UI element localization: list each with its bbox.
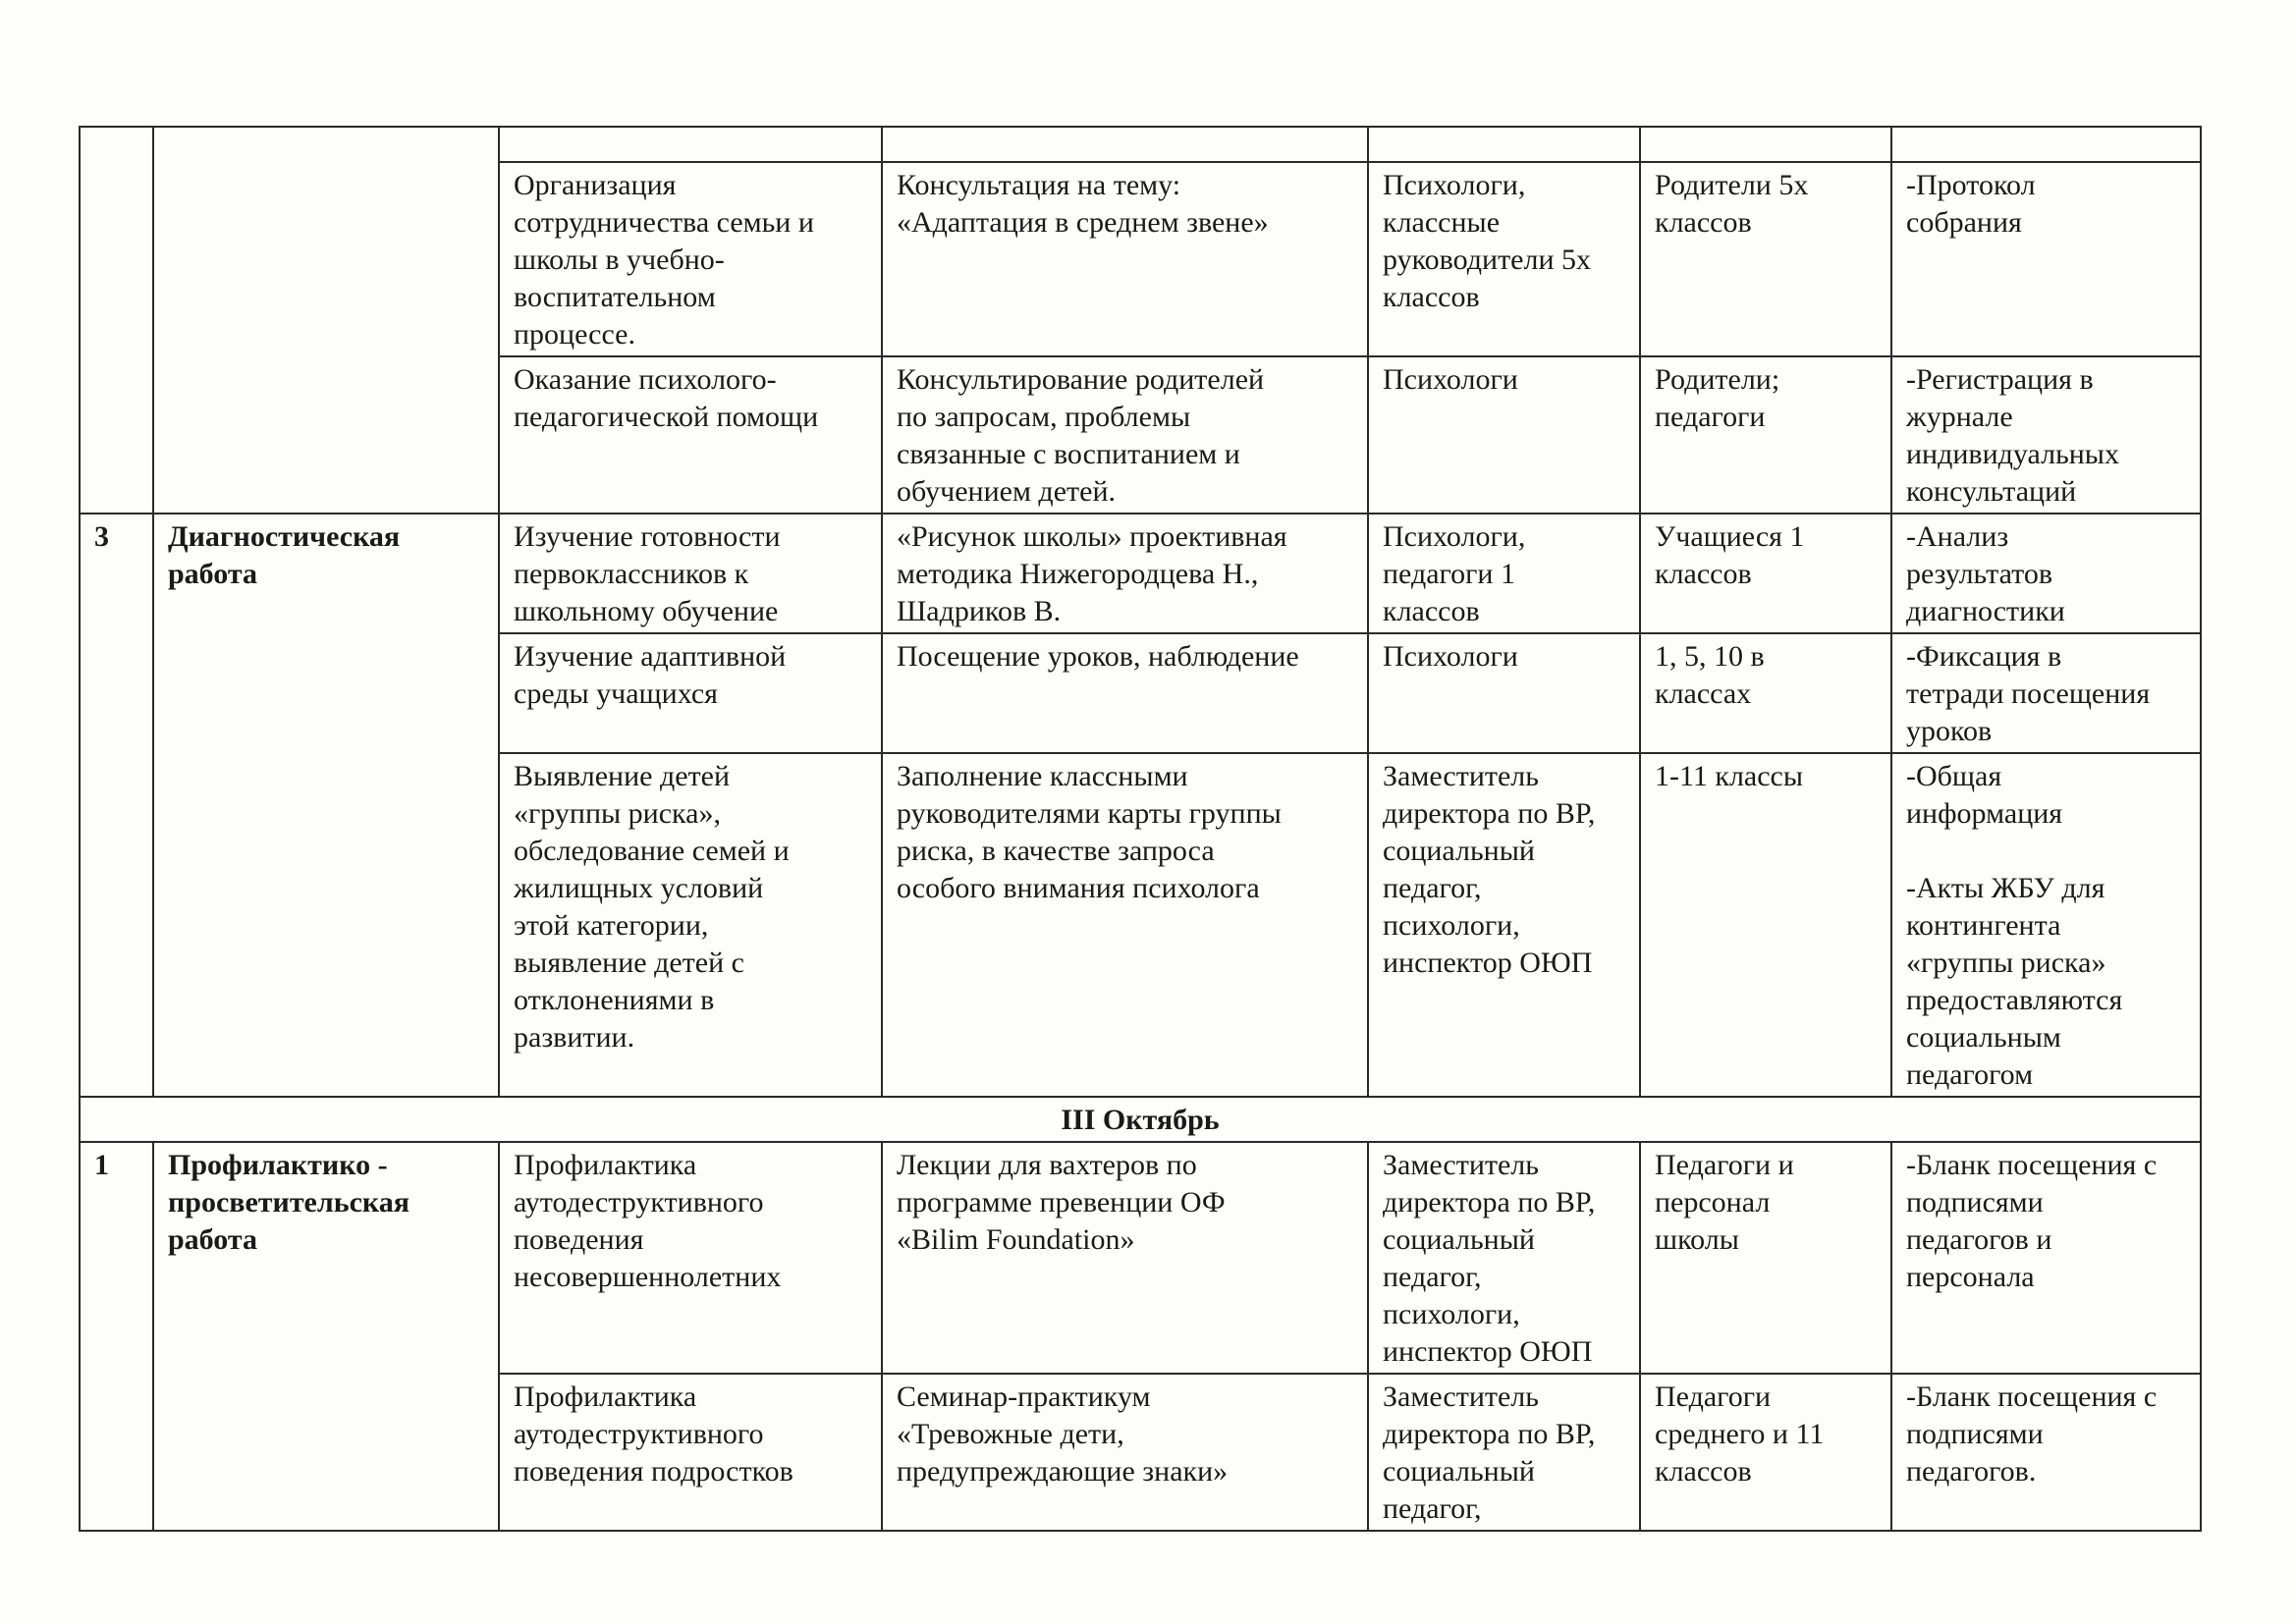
- section-direction: Диагностическая работа: [153, 514, 499, 1097]
- cell-responsible: Заместитель директора по ВР, социальный педагог,: [1368, 1374, 1640, 1531]
- cell-form: Посещение уроков, наблюдение: [882, 633, 1368, 753]
- work-plan-table: [79, 126, 2202, 1532]
- section-direction: Профилактико - просветительская работа: [153, 1142, 499, 1531]
- cell-task: Оказание психолого- педагогической помощи: [499, 356, 882, 514]
- cell-empty: [1891, 127, 2201, 162]
- cell-form: Лекции для вахтеров по программе превенции ОФ «Bilim Foundation»: [882, 1142, 1368, 1374]
- table-row: [80, 1142, 2201, 1374]
- section-number: 3: [80, 514, 153, 1097]
- cell-target: Родители 5х классов: [1640, 162, 1891, 356]
- cell-form: Консультация на тему: «Адаптация в среднем звене»: [882, 162, 1368, 356]
- table-row: [80, 127, 2201, 162]
- cell-form: «Рисунок школы» проективная методика Нижегородцева Н., Шадриков В.: [882, 514, 1368, 633]
- cell-result: -Бланк посещения с подписями педагогов и персонала: [1891, 1142, 2201, 1374]
- cell-result: -Регистрация в журнале индивидуальных консультаций: [1891, 356, 2201, 514]
- cell-responsible: Психологи: [1368, 356, 1640, 514]
- cell-target: Педагоги среднего и 11 классов: [1640, 1374, 1891, 1531]
- cell-empty: [1640, 127, 1891, 162]
- cell-target: Педагоги и персонал школы: [1640, 1142, 1891, 1374]
- cell-task: Выявление детей «группы риска», обследование семей и жилищных условий этой категории, выявление детей с отклонениями в развитии.: [499, 753, 882, 1097]
- cell-result: -Протокол собрания: [1891, 162, 2201, 356]
- cell-responsible: Заместитель директора по ВР, социальный педагог, психологи, инспектор ОЮП: [1368, 753, 1640, 1097]
- cell-responsible: Психологи, педагоги 1 классов: [1368, 514, 1640, 633]
- cell-form: Заполнение классными руководителями карты группы риска, в качестве запроса особого внимания психолога: [882, 753, 1368, 1097]
- cell-result: -Бланк посещения с подписями педагогов.: [1891, 1374, 2201, 1531]
- cell-task: Профилактика аутодеструктивного поведения несовершеннолетних: [499, 1142, 882, 1374]
- cell-responsible: Психологи, классные руководители 5х классов: [1368, 162, 1640, 356]
- cell-empty: [499, 127, 882, 162]
- table-row: [80, 1097, 2201, 1142]
- cell-task: Организация сотрудничества семьи и школы в учебно- воспитательном процессе.: [499, 162, 882, 356]
- cell-num-empty: [80, 127, 153, 514]
- month-heading: III Октябрь: [80, 1097, 2201, 1142]
- cell-target: Учащиеся 1 классов: [1640, 514, 1891, 633]
- cell-task: Изучение готовности первоклассников к школьному обучение: [499, 514, 882, 633]
- cell-responsible: Психологи: [1368, 633, 1640, 753]
- cell-task: Профилактика аутодеструктивного поведения подростков: [499, 1374, 882, 1531]
- cell-form: Семинар-практикум «Тревожные дети, предупреждающие знаки»: [882, 1374, 1368, 1531]
- table-row: [80, 514, 2201, 633]
- cell-direction-empty: [153, 127, 499, 514]
- cell-responsible: Заместитель директора по ВР, социальный педагог, психологи, инспектор ОЮП: [1368, 1142, 1640, 1374]
- cell-task: Изучение адаптивной среды учащихся: [499, 633, 882, 753]
- cell-form: Консультирование родителей по запросам, проблемы связанные с воспитанием и обучением детей.: [882, 356, 1368, 514]
- cell-empty: [1368, 127, 1640, 162]
- section-number: 1: [80, 1142, 153, 1531]
- cell-result: -Анализ результатов диагностики: [1891, 514, 2201, 633]
- cell-target: 1-11 классы: [1640, 753, 1891, 1097]
- cell-target: Родители; педагоги: [1640, 356, 1891, 514]
- cell-empty: [882, 127, 1368, 162]
- cell-result: -Фиксация в тетради посещения уроков: [1891, 633, 2201, 753]
- cell-result: -Общая информация -Акты ЖБУ для контингента «группы риска» предоставляются социальным педагогом: [1891, 753, 2201, 1097]
- cell-target: 1, 5, 10 в классах: [1640, 633, 1891, 753]
